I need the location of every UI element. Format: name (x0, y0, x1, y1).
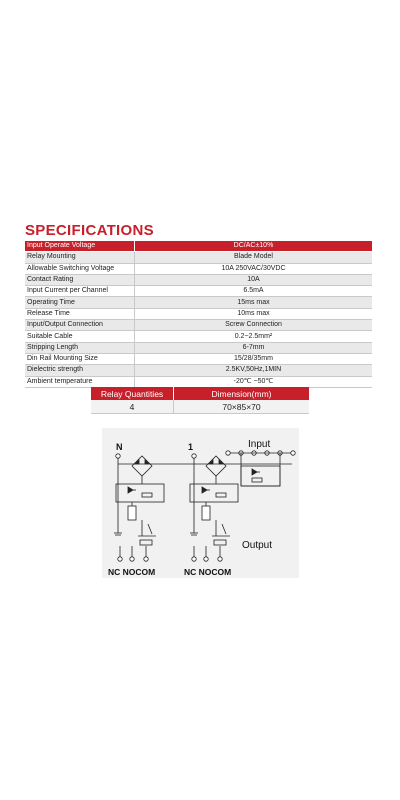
terminal-label-left: NC NOCOM (108, 567, 156, 577)
spec-row (25, 263, 372, 274)
spec-label: Input Current per Channel (25, 286, 135, 297)
relay-quantities-header: Relay Quantities (91, 387, 174, 400)
spec-value: Blade Model (135, 252, 373, 263)
spec-row (25, 376, 372, 387)
spec-label: Operating Time (25, 297, 135, 308)
spec-label: Ambient temperature (25, 376, 135, 387)
channel-label-n: N (116, 442, 123, 452)
spec-label: Input Operate Voltage (25, 241, 135, 252)
spec-row (25, 252, 372, 263)
spec-row (25, 274, 372, 285)
spec-value: -20℃ ~50℃ (135, 376, 373, 387)
spec-row (25, 342, 372, 353)
spec-label: Din Rail Mounting Size (25, 353, 135, 364)
spec-value: 10A (135, 274, 373, 285)
spec-label: Dielectric strength (25, 365, 135, 376)
specifications-table (25, 241, 372, 388)
wiring-diagram-svg (102, 428, 299, 578)
input-common-circuit (241, 466, 280, 486)
dimension-row (91, 400, 309, 414)
spec-value: 15/28/35mm (135, 353, 373, 364)
spec-value: 2.5KV,50Hz,1MIN (135, 365, 373, 376)
spec-value: 15ms max (135, 297, 373, 308)
spec-label: Allowable Switching Voltage (25, 263, 135, 274)
spec-row (25, 286, 372, 297)
relay-channel-right (190, 454, 238, 561)
dimension-header-row (91, 387, 309, 400)
spec-value: 0.2~2.5mm² (135, 331, 373, 342)
spec-value: 6.5mA (135, 286, 373, 297)
spec-label: Relay Mounting (25, 252, 135, 263)
spec-label: Stripping Length (25, 342, 135, 353)
dimension-value: 70×85×70 (174, 400, 310, 414)
dimension-header: Dimension(mm) (174, 387, 310, 400)
input-terminals (118, 451, 295, 486)
spec-row (25, 365, 372, 376)
spec-row (25, 320, 372, 331)
spec-label: Suitable Cable (25, 331, 135, 342)
spec-label: Release Time (25, 308, 135, 319)
specifications-title: SPECIFICATIONS (25, 222, 154, 239)
spec-label: Input/Output Connection (25, 320, 135, 331)
spec-value: 10A 250VAC/30VDC (135, 263, 373, 274)
spec-row (25, 331, 372, 342)
spec-value: Screw Connection (135, 320, 373, 331)
relay-quantity-value: 4 (91, 400, 174, 414)
spec-row (25, 308, 372, 319)
dimension-table (91, 387, 309, 414)
spec-value: 10ms max (135, 308, 373, 319)
terminal-label-right: NC NOCOM (184, 567, 232, 577)
spec-header-row (25, 241, 372, 252)
spec-value: DC/AC±10% (135, 241, 373, 252)
spec-row (25, 297, 372, 308)
output-label: Output (242, 540, 273, 551)
input-label: Input (248, 439, 271, 450)
spec-label: Contact Rating (25, 274, 135, 285)
relay-channel-left (114, 454, 164, 561)
spec-row (25, 353, 372, 364)
spec-value: 6-7mm (135, 342, 373, 353)
channel-label-1: 1 (188, 442, 194, 452)
wiring-diagram (102, 428, 299, 578)
